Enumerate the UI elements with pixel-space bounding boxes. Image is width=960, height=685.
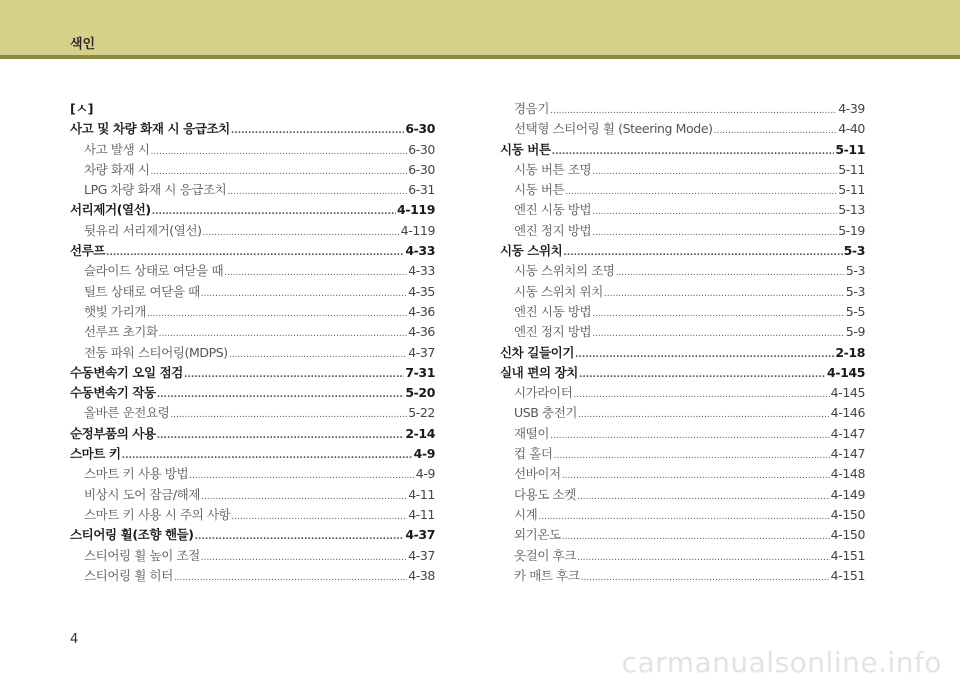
index-entry-sub xyxy=(500,566,865,586)
entry-page: 6-30 xyxy=(405,121,435,137)
dot-leader xyxy=(538,507,829,527)
entry-page: 4-11 xyxy=(408,486,435,502)
dot-leader xyxy=(592,304,845,324)
entry-title: 엔진 정지 방법 xyxy=(514,324,592,340)
entry-page: 4-148 xyxy=(830,466,865,482)
index-entry-main xyxy=(500,140,865,160)
dot-leader xyxy=(577,548,830,568)
index-entry-sub xyxy=(500,200,865,220)
dot-leader xyxy=(575,345,834,365)
dot-leader xyxy=(550,101,837,121)
dot-leader xyxy=(563,243,842,263)
entry-page: 4-40 xyxy=(838,121,865,137)
dot-leader xyxy=(581,568,830,588)
entry-title: USB 충전기 xyxy=(514,405,578,421)
index-column-right xyxy=(500,99,865,586)
index-entry-sub xyxy=(500,403,865,423)
index-entry-main xyxy=(70,241,435,261)
dot-leader xyxy=(714,121,838,141)
dot-leader xyxy=(184,365,404,385)
entry-page: 4-37 xyxy=(405,527,435,543)
index-column-left xyxy=(70,99,435,586)
dot-leader xyxy=(231,507,407,527)
entry-title: 사고 발생 시 xyxy=(84,141,150,157)
dot-leader xyxy=(562,527,830,547)
dot-leader xyxy=(151,162,408,182)
index-entry-sub xyxy=(500,302,865,322)
entry-title: 시동 버튼 조명 xyxy=(514,161,592,177)
entry-page: 4-149 xyxy=(830,486,865,502)
dot-leader xyxy=(122,446,413,466)
dot-leader xyxy=(201,284,407,304)
entry-title: 엔진 시동 방법 xyxy=(514,202,592,218)
index-entry-sub xyxy=(500,322,865,342)
entry-title: LPG 차량 화재 시 응급조치 xyxy=(84,182,227,198)
index-entry-main xyxy=(70,200,435,220)
entry-page: 4-35 xyxy=(408,283,435,299)
entry-page: 5-5 xyxy=(845,303,865,319)
entry-page: 4-37 xyxy=(408,344,435,360)
index-entry-sub xyxy=(500,525,865,545)
dot-leader xyxy=(224,263,407,283)
entry-page: 5-3 xyxy=(843,243,865,259)
index-entry-main xyxy=(500,241,865,261)
index-entry-sub xyxy=(70,566,435,586)
entry-title: 옷걸이 후크 xyxy=(514,547,576,563)
entry-title: 스마트 키 사용 방법 xyxy=(84,466,189,482)
entry-title: 스티어링 휠 히터 xyxy=(84,567,173,583)
entry-title: 다용도 소켓 xyxy=(514,486,576,502)
index-entry-sub xyxy=(70,322,435,342)
entry-page: 4-11 xyxy=(408,506,435,522)
dot-leader xyxy=(174,568,407,588)
entry-title: 스마트 키 xyxy=(70,446,121,462)
entry-title: 스마트 키 사용 시 주의 사항 xyxy=(84,506,231,522)
watermark: carmanualsonline.info xyxy=(621,646,942,679)
entry-page: 4-39 xyxy=(838,101,865,116)
entry-title: 스티어링 휠(조향 핸들) xyxy=(70,527,194,543)
index-entry-sub xyxy=(70,160,435,180)
entry-page: 4-150 xyxy=(830,506,865,522)
entry-title: 카 매트 후크 xyxy=(514,567,580,583)
entry-title: 시동 스위치 위치 xyxy=(514,283,603,299)
entry-title: 컵 홀더 xyxy=(514,446,553,462)
entry-title: 올바른 운전요령 xyxy=(84,405,170,421)
index-entry-sub xyxy=(500,505,865,525)
index-entry-main xyxy=(500,343,865,363)
dot-leader xyxy=(592,324,845,344)
entry-title: 경음기 xyxy=(514,101,550,116)
dot-leader xyxy=(573,385,829,405)
index-entry-sub xyxy=(70,343,435,363)
entry-page: 4-119 xyxy=(400,222,435,238)
entry-page: 4-9 xyxy=(415,466,435,482)
dot-leader xyxy=(578,405,830,425)
index-entry-sub xyxy=(70,282,435,302)
dot-leader xyxy=(604,284,845,304)
index-entry-sub xyxy=(70,140,435,160)
entry-page: 6-30 xyxy=(408,161,435,177)
entry-page: 4-38 xyxy=(408,567,435,583)
entry-title: 사고 및 차량 화재 시 응급조치 xyxy=(70,121,230,137)
dot-leader xyxy=(552,142,835,162)
entry-page: 4-36 xyxy=(408,324,435,340)
entry-title: 서리제거(열선) xyxy=(70,202,151,218)
dot-leader xyxy=(229,345,407,365)
entry-page: 4-147 xyxy=(830,446,865,462)
entry-page: 5-13 xyxy=(838,202,865,218)
index-entry-sub xyxy=(500,444,865,464)
entry-page: 4-151 xyxy=(830,567,865,583)
entry-page: 5-11 xyxy=(838,161,865,177)
entry-title: 햇빛 가리개 xyxy=(84,303,146,319)
entry-title: 전동 파워 스티어링(MDPS) xyxy=(84,344,228,360)
entry-title: 외기온도 xyxy=(514,527,561,543)
dot-leader xyxy=(592,202,837,222)
entry-page: 4-146 xyxy=(830,405,865,421)
index-entry-main xyxy=(70,525,435,545)
entry-page: 5-3 xyxy=(845,263,865,279)
dot-leader xyxy=(151,142,408,162)
index-entry-sub xyxy=(70,302,435,322)
index-entry-sub xyxy=(500,180,865,200)
entry-page: 4-150 xyxy=(830,527,865,543)
index-entry-sub xyxy=(70,485,435,505)
entry-title: 시계 xyxy=(514,506,538,522)
dot-leader xyxy=(616,263,845,283)
entry-title: 선바이저 xyxy=(514,466,561,482)
entry-title: 스티어링 휠 높이 조절 xyxy=(84,547,200,563)
header-rule xyxy=(0,55,960,59)
index-entry-main xyxy=(70,444,435,464)
dot-leader xyxy=(231,121,404,141)
dot-leader xyxy=(577,487,830,507)
entry-page: 4-37 xyxy=(408,547,435,563)
dot-leader xyxy=(106,243,404,263)
index-group-heading: [ㅅ] xyxy=(70,101,94,116)
entry-title: 비상시 도어 잠금/해제 xyxy=(84,486,201,502)
index-entry-sub xyxy=(70,221,435,241)
dot-leader xyxy=(227,182,407,202)
page-number: 4 xyxy=(70,632,79,647)
entry-title: 수동변속기 오일 점검 xyxy=(70,364,183,380)
entry-title: 시동 스위치의 조명 xyxy=(514,263,615,279)
dot-leader xyxy=(201,548,407,568)
entry-title: 신차 길들이기 xyxy=(500,344,575,360)
entry-page: 4-33 xyxy=(405,243,435,259)
index-entry-sub xyxy=(500,546,865,566)
index-entry-sub xyxy=(70,464,435,484)
dot-leader xyxy=(152,202,396,222)
entry-page: 4-147 xyxy=(830,425,865,441)
entry-page: 5-20 xyxy=(405,385,435,401)
dot-leader xyxy=(554,446,830,466)
entry-title: 틸트 상태로 여닫을 때 xyxy=(84,283,200,299)
dot-leader xyxy=(170,405,407,425)
index-entry-sub xyxy=(70,180,435,200)
index-entry-main xyxy=(70,424,435,444)
dot-leader xyxy=(203,223,400,243)
dot-leader xyxy=(159,324,408,344)
entry-title: 시가라이터 xyxy=(514,385,573,401)
entry-page: 6-30 xyxy=(408,141,435,157)
entry-title: 선택형 스티어링 휠 (Steering Mode) xyxy=(514,121,713,137)
entry-title: 차량 화재 시 xyxy=(84,161,150,177)
entry-page: 5-3 xyxy=(845,283,865,299)
dot-leader xyxy=(201,487,407,507)
dot-leader xyxy=(157,426,405,446)
entry-page: 4-145 xyxy=(830,385,865,401)
index-entry-sub xyxy=(500,99,865,119)
dot-leader xyxy=(579,365,826,385)
index-entry-sub xyxy=(70,403,435,423)
dot-leader xyxy=(592,223,837,243)
entry-page: 5-22 xyxy=(408,405,435,421)
index-entry-main xyxy=(500,363,865,383)
entry-title: 선루프 xyxy=(70,243,106,259)
section-title: 색인 xyxy=(70,37,96,52)
index-entry-sub xyxy=(70,546,435,566)
entry-title: 순정부품의 사용 xyxy=(70,425,156,441)
index-entry-main xyxy=(70,383,435,403)
entry-page: 4-9 xyxy=(413,446,435,462)
index-entry-sub xyxy=(500,485,865,505)
index-entry-sub xyxy=(500,221,865,241)
index-entry-sub xyxy=(500,282,865,302)
entry-title: 슬라이드 상태로 여닫을 때 xyxy=(84,263,224,279)
entry-page: 5-11 xyxy=(838,182,865,198)
index-entry-main xyxy=(70,363,435,383)
entry-title: 수동변속기 작동 xyxy=(70,385,156,401)
entry-page: 6-31 xyxy=(408,182,435,198)
entry-title: 시동 버튼 xyxy=(514,182,565,198)
page-header-band xyxy=(0,0,960,55)
dot-leader xyxy=(565,182,837,202)
entry-title: 엔진 정지 방법 xyxy=(514,222,592,238)
dot-leader xyxy=(195,527,405,547)
entry-title: 뒷유리 서리제거(열선) xyxy=(84,222,202,238)
entry-page: 7-31 xyxy=(405,364,435,380)
entry-title: 엔진 시동 방법 xyxy=(514,303,592,319)
entry-page: 4-36 xyxy=(408,303,435,319)
index-entry-sub xyxy=(500,383,865,403)
entry-title: 재떨이 xyxy=(514,425,550,441)
dot-leader xyxy=(592,162,837,182)
index-entry-sub xyxy=(70,261,435,281)
index-entry-sub xyxy=(500,119,865,139)
index-entry-sub xyxy=(500,261,865,281)
index-entry-sub xyxy=(500,424,865,444)
entry-page: 4-151 xyxy=(830,547,865,563)
entry-page: 5-19 xyxy=(838,222,865,238)
dot-leader xyxy=(157,385,405,405)
index-entry-main xyxy=(70,119,435,139)
entry-title: 시동 버튼 xyxy=(500,141,551,157)
dot-leader xyxy=(147,304,407,324)
index-entry-sub xyxy=(500,160,865,180)
entry-title: 선루프 초기화 xyxy=(84,324,158,340)
entry-page: 2-14 xyxy=(405,425,435,441)
entry-page: 4-119 xyxy=(397,202,435,218)
entry-title: 실내 편의 장치 xyxy=(500,364,578,380)
entry-page: 5-9 xyxy=(845,324,865,340)
dot-leader xyxy=(550,426,830,446)
entry-title: 시동 스위치 xyxy=(500,243,563,259)
index-entry-sub xyxy=(500,464,865,484)
entry-page: 4-33 xyxy=(408,263,435,279)
entry-page: 2-18 xyxy=(835,344,865,360)
entry-page: 4-145 xyxy=(827,364,865,380)
dot-leader xyxy=(189,466,415,486)
index-entry-sub xyxy=(70,505,435,525)
dot-leader xyxy=(562,466,830,486)
entry-page: 5-11 xyxy=(835,141,865,157)
